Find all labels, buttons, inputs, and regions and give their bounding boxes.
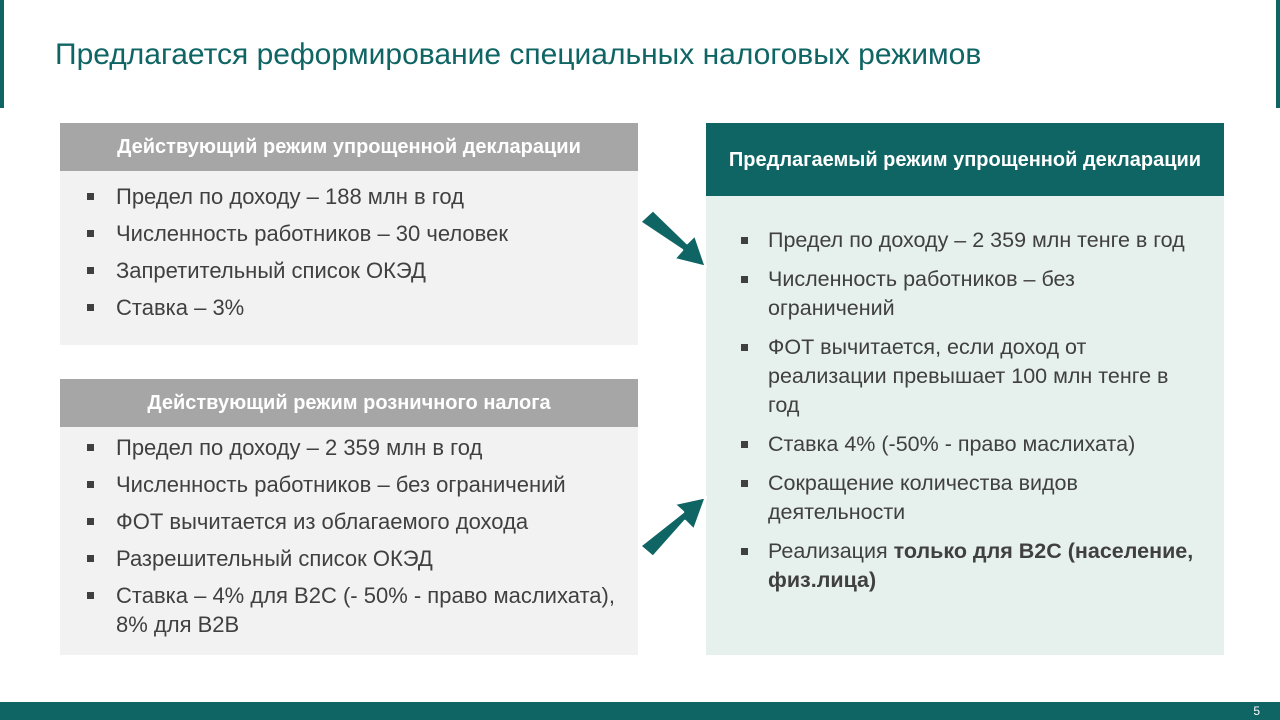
- current-retail-panel: [60, 379, 638, 655]
- slide-title: Предлагается реформирование специальных налоговых режимов: [55, 38, 982, 71]
- right-edge-bar: [1276, 0, 1280, 108]
- list-item: Численность работников – 30 человек: [60, 219, 638, 248]
- current-retail-list: [60, 433, 638, 639]
- current-simplified-header: Действующий режим упрощенной декларации: [60, 123, 638, 171]
- list-item: ФОТ вычитается из облагаемого дохода: [60, 507, 638, 536]
- current-retail-header: Действующий режим розничного налога: [60, 379, 638, 427]
- current-simplified-panel: [60, 123, 638, 345]
- list-item: Ставка – 3%: [60, 293, 638, 322]
- proposed-simplified-panel: [706, 123, 1224, 655]
- footer-bar: [0, 702, 1280, 720]
- list-item-emphasis: только для B2C (население, физ.лица): [768, 539, 1194, 592]
- list-item: Ставка 4% (-50% - право маслихата): [706, 430, 1204, 459]
- page-number: 5: [1253, 704, 1260, 718]
- proposed-simplified-body: [706, 196, 1224, 655]
- list-item: Разрешительный список ОКЭД: [60, 544, 638, 573]
- proposed-simplified-list: [706, 226, 1204, 595]
- list-item: Сокращение количества видов деятельности: [706, 469, 1204, 527]
- list-item: Запретительный список ОКЭД: [60, 256, 638, 285]
- list-item: Предел по доходу – 188 млн в год: [60, 182, 638, 211]
- list-item: Численность работников – без ограничений: [60, 470, 638, 499]
- list-item: Предел по доходу – 2 359 млн тенге в год: [706, 226, 1204, 255]
- arrow-up-right-icon: [638, 494, 710, 560]
- proposed-simplified-header: Предлагаемый режим упрощенной декларации: [706, 123, 1224, 196]
- list-item: Численность работников – без ограничений: [706, 265, 1204, 323]
- left-edge-bar: [0, 0, 4, 108]
- list-item: Ставка – 4% для B2C (- 50% - право маслихата), 8% для B2B: [60, 581, 638, 639]
- current-simplified-list: [60, 182, 638, 322]
- list-item-text: Реализация: [768, 539, 894, 563]
- current-simplified-body: [60, 171, 638, 345]
- arrow-down-right-icon: [638, 203, 710, 275]
- list-item: ФОТ вычитается, если доход от реализации превышает 100 млн тенге в год: [706, 333, 1204, 420]
- list-item: Предел по доходу – 2 359 млн в год: [60, 433, 638, 462]
- list-item: [706, 537, 1204, 595]
- current-retail-body: [60, 427, 638, 655]
